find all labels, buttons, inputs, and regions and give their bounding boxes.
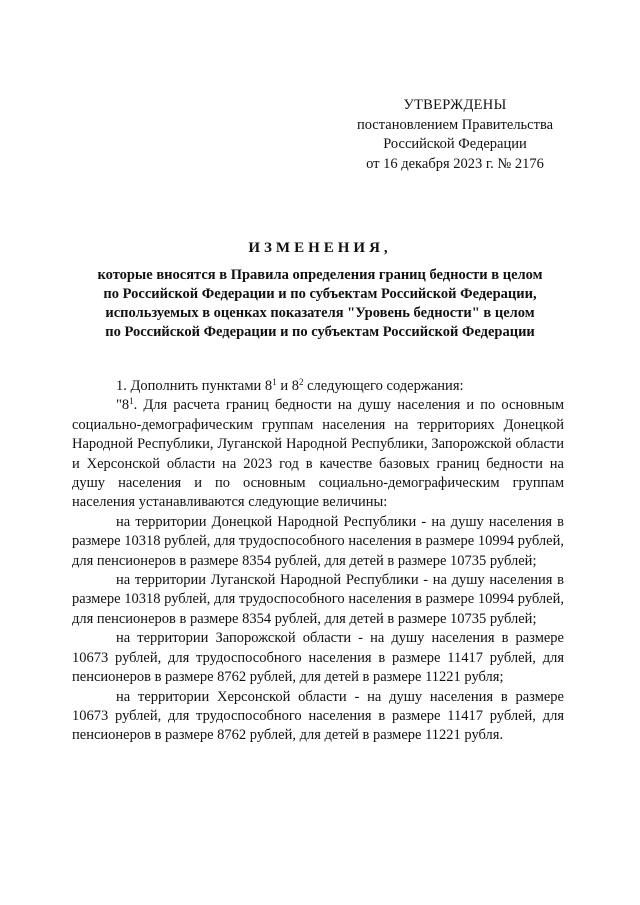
paragraph-8-1-number: "8: [116, 397, 130, 414]
item-1-text: и 8: [276, 378, 299, 394]
item-1-text: следующего содержания:: [303, 378, 464, 394]
superscript: 1: [272, 377, 277, 387]
region-paragraph-donetsk: на территории Донецкой Народной Республики - на душу населения в размере 10318 рублей, для трудоспособного населения в размере 10994 рублей, для пенсионеров в размере 8354 рублей, для детей в размере 10735 рублей;: [72, 513, 564, 569]
item-1-paragraph: [72, 377, 564, 396]
superscript: 1: [129, 396, 134, 407]
item-1-text: 1. Дополнить пунктами 8: [116, 378, 273, 394]
approval-head: УТВЕРЖДЕНЫ: [403, 97, 507, 113]
subtitle-line: которые вносятся в Правила определения границ бедности в целом: [97, 267, 543, 283]
subtitle-line: используемых в оценках показателя "Уровень бедности" в целом: [105, 305, 535, 321]
document-subtitle: [60, 266, 580, 342]
paragraph-8-1: [72, 396, 564, 512]
document-title: ИЗМЕНЕНИЯ,: [248, 240, 392, 256]
superscript: 2: [298, 377, 304, 387]
subtitle-line: по Российской Федерации и по субъектам Российской Федерации,: [103, 286, 537, 302]
document-body: [72, 377, 564, 746]
approval-line: Российской Федерации: [383, 136, 527, 152]
region-paragraph-kherson: на территории Херсонской области - на душу населения в размере 10673 рублей, для трудоспособного населения в размере 11417 рублей, для пенсионеров в размере 8762 рублей, для детей в размере 11221 рубля.: [72, 688, 564, 744]
region-paragraph-zaporozhye: на территории Запорожской области - на душу населения в размере 10673 рублей, для трудоспособного населения в размере 11417 рублей, для пенсионеров в размере 8762 рублей, для детей в размере 11221 рубля;: [72, 630, 564, 686]
subtitle-line: по Российской Федерации и по субъектам Российской Федерации: [105, 324, 535, 340]
paragraph-8-1-text: . Для расчета границ бедности на душу населения и по основным социально-демографическим группам населения на территориях Донецкой Народной Республики, Луганской Народной Республики, Запорожской области и Херсонской области на 2023 год в качестве базовых границ бедности на душу населения и по основным социально-демографическим группам населения устанавливаются следующие величины:: [72, 397, 564, 511]
approval-stamp: [330, 96, 580, 174]
approval-line: постановлением Правительства: [356, 116, 554, 133]
approval-date: от 16 декабря 2023 г. № 2176: [366, 155, 544, 172]
region-paragraph-lugansk: на территории Луганской Народной Республики - на душу населения в размере 10318 рублей, для трудоспособного населения в размере 10994 рублей, для пенсионеров в размере 8354 рублей, для детей в размере 10735 рублей;: [72, 572, 564, 627]
